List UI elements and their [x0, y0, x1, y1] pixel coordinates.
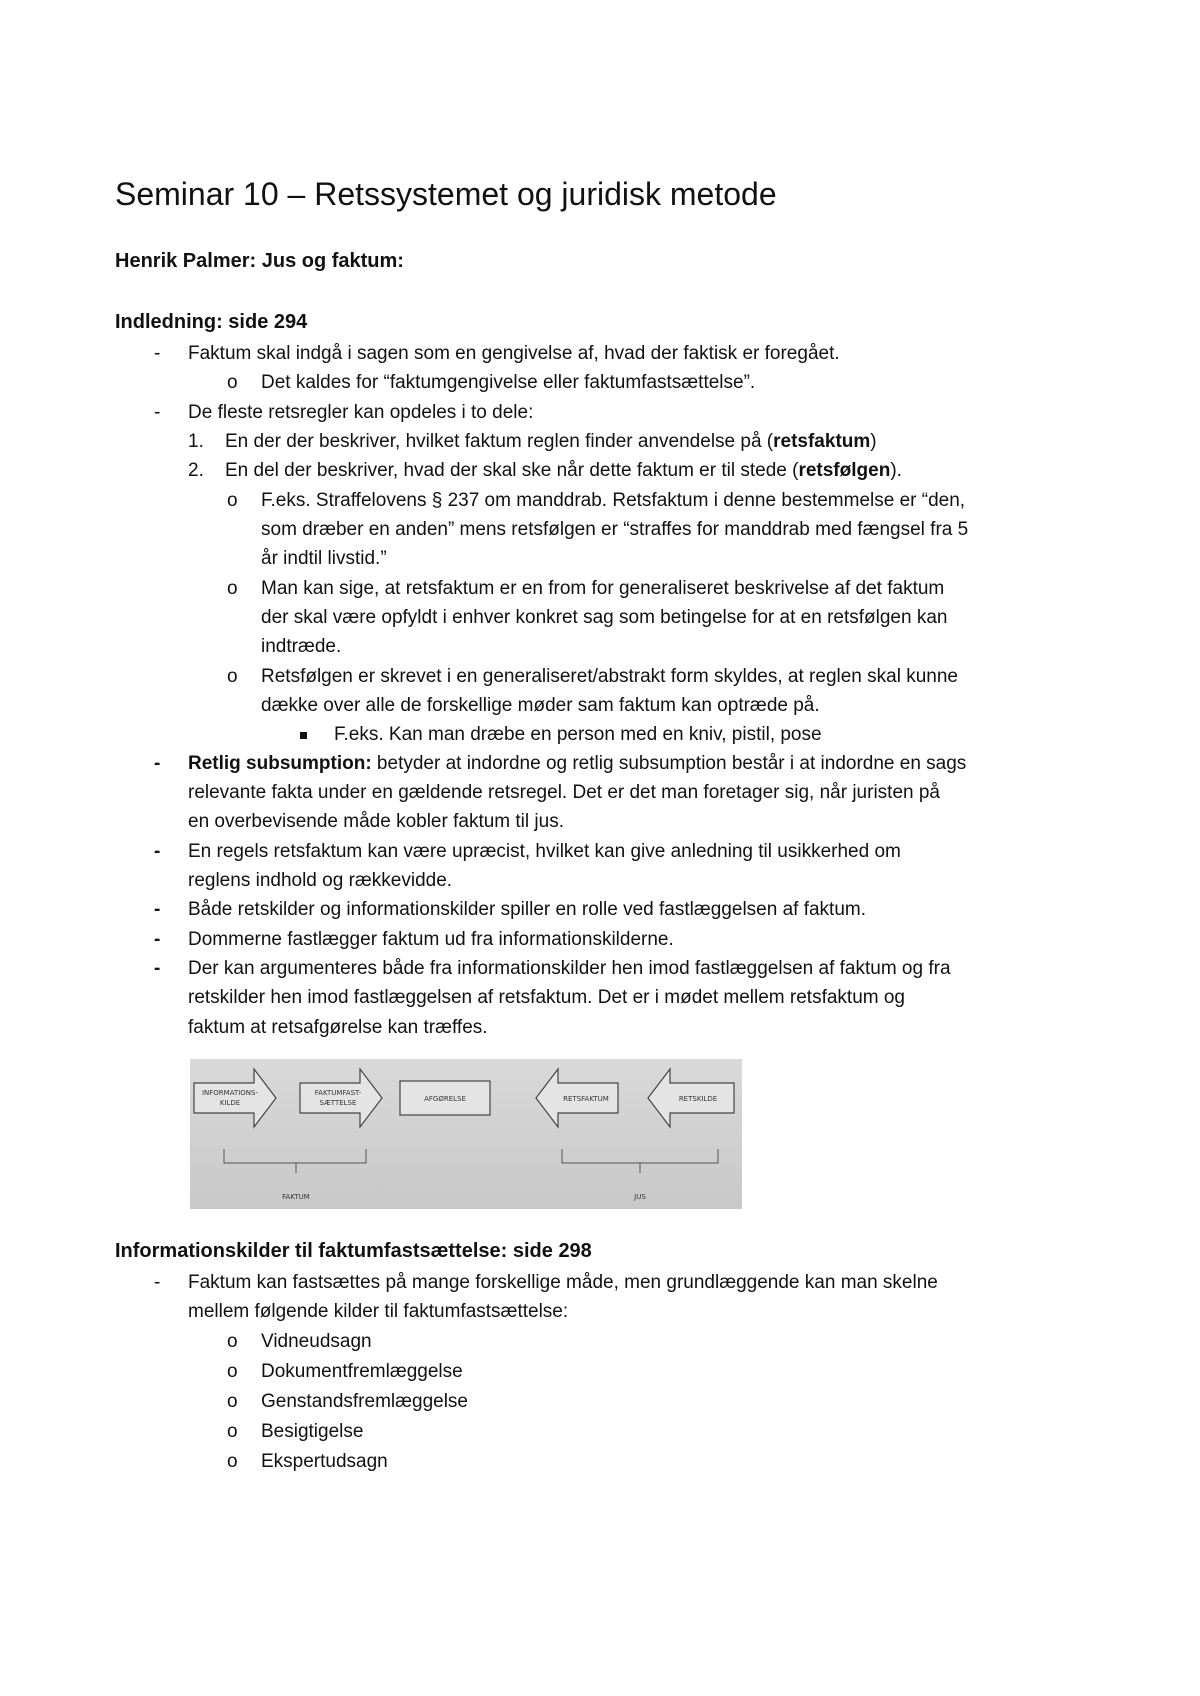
- bullet-text: Dommerne fastlægger faktum ud fra informationskilderne.: [188, 929, 674, 950]
- list-item: Besigtigelse: [261, 1421, 364, 1442]
- section-heading-indledning: Indledning: side 294: [115, 311, 308, 333]
- bullet-text: mellem følgende kilder til faktumfastsættelse:: [188, 1301, 569, 1322]
- bullet-dash: -: [154, 402, 161, 423]
- arrow-right-shape: [300, 1069, 382, 1127]
- list-item: Genstandsfremlæggelse: [261, 1391, 468, 1412]
- bullet-text: Faktum skal indgå i sagen som en gengivelse af, hvad der faktisk er foregået.: [188, 343, 840, 364]
- arrow-right-shape: [194, 1069, 276, 1127]
- bullet-circle: o: [227, 1331, 238, 1352]
- bullet-dash: -: [154, 958, 161, 979]
- list-item: Ekspertudsagn: [261, 1451, 388, 1472]
- box2-label-line1: FAKTUMFAST-: [314, 1089, 362, 1097]
- box2-label-line2: SÆTTELSE: [319, 1099, 357, 1107]
- list-item: Vidneudsagn: [261, 1331, 372, 1352]
- bullet-text: relevante fakta under en gældende retsregel. Det er det man foretager sig, når juristen på: [188, 782, 940, 803]
- bullet-circle: o: [227, 666, 238, 687]
- bullet-circle: o: [227, 1361, 238, 1382]
- bullet-text: Både retskilder og informationskilder spiller en rolle ved fastlæggelsen af faktum.: [188, 899, 866, 920]
- page-title: Seminar 10 – Retssystemet og juridisk metode: [115, 176, 777, 212]
- sub-bullet-text: Retsfølgen er skrevet i en generaliseret/abstrakt form skyldes, at reglen skal kunne: [261, 666, 958, 687]
- jus-label: JUS: [634, 1193, 646, 1201]
- brace-right-shape: [562, 1149, 718, 1173]
- bullet-dash: -: [154, 753, 161, 774]
- sub-bullet-text: indtræde.: [261, 636, 342, 657]
- bullet-circle: o: [227, 490, 238, 511]
- numbered-item: En der der beskriver, hvilket faktum reglen finder anvendelse på (retsfaktum): [225, 431, 877, 452]
- bullet-text: en overbevisende måde kobler faktum til jus.: [188, 811, 564, 832]
- bullet-circle: o: [227, 1421, 238, 1442]
- bullet-text: Retlig subsumption: betyder at indordne og retlig subsumption består i at indordne en sags: [188, 753, 967, 774]
- bullet-circle: o: [227, 1451, 238, 1472]
- faktum-jus-diagram: [190, 1059, 742, 1209]
- bullet-text: Der kan argumenteres både fra informationskilder hen imod fastlæggelsen af faktum og fra: [188, 958, 951, 979]
- bullet-circle: o: [227, 578, 238, 599]
- sub-sub-bullet-text: F.eks. Kan man dræbe en person med en kniv, pistil, pose: [334, 724, 822, 745]
- sub-bullet-text: år indtil livstid.”: [261, 548, 387, 569]
- sub-bullet-text: F.eks. Straffelovens § 237 om manddrab. Retsfaktum i denne bestemmelse er “den,: [261, 490, 966, 511]
- bullet-circle: o: [227, 372, 238, 393]
- bullet-dash: -: [154, 929, 161, 950]
- box5-label: RETSKILDE: [678, 1095, 718, 1103]
- box1-label-line1: INFORMATIONS-: [201, 1089, 259, 1097]
- bullet-dash: -: [154, 899, 161, 920]
- bullet-text: faktum at retsafgørelse kan træffes.: [188, 1017, 488, 1038]
- numbered-item: En del der beskriver, hvad der skal ske når dette faktum er til stede (retsfølgen).: [225, 460, 902, 481]
- subtitle: Henrik Palmer: Jus og faktum:: [115, 250, 404, 272]
- sub-bullet-text: Det kaldes for “faktumgengivelse eller faktumfastsættelse”.: [261, 372, 756, 393]
- faktum-label: FAKTUM: [282, 1193, 310, 1201]
- bullet-text: En regels retsfaktum kan være upræcist, hvilket kan give anledning til usikkerhed om: [188, 841, 901, 862]
- bullet-text: reglens indhold og rækkevidde.: [188, 870, 453, 891]
- box3-label: AFGØRELSE: [424, 1095, 466, 1103]
- number-marker: 2.: [188, 460, 204, 481]
- box1-label-line2: KILDE: [219, 1099, 241, 1107]
- bullet-dash: -: [154, 1272, 161, 1293]
- square-bullet-icon: [300, 732, 307, 739]
- sub-bullet-text: dække over alle de forskellige møder sam faktum kan optræde på.: [261, 695, 820, 716]
- list-item: Dokumentfremlæggelse: [261, 1361, 463, 1382]
- number-marker: 1.: [188, 431, 204, 452]
- bullet-text: De fleste retsregler kan opdeles i to dele:: [188, 402, 534, 423]
- bullet-circle: o: [227, 1391, 238, 1412]
- bullet-dash: -: [154, 343, 161, 364]
- bullet-text: retskilder hen imod fastlæggelsen af retsfaktum. Det er i mødet mellem retsfaktum og: [188, 987, 905, 1008]
- sub-bullet-text: som dræber en anden” mens retsfølgen er “straffes for manddrab med fængsel fra 5: [261, 519, 969, 540]
- bullet-dash: -: [154, 841, 161, 862]
- section-heading-informationskilder: Informationskilder til faktumfastsættelse: side 298: [115, 1240, 592, 1262]
- box4-label: RETSFAKTUM: [563, 1095, 609, 1103]
- sub-bullet-text: Man kan sige, at retsfaktum er en from for generaliseret beskrivelse af det faktum: [261, 578, 945, 599]
- brace-left-shape: [224, 1149, 366, 1173]
- bullet-text: Faktum kan fastsættes på mange forskellige måde, men grundlæggende kan man skelne: [188, 1272, 938, 1293]
- sub-bullet-text: der skal være opfyldt i enhver konkret sag som betingelse for at en retsfølgen kan: [261, 607, 948, 628]
